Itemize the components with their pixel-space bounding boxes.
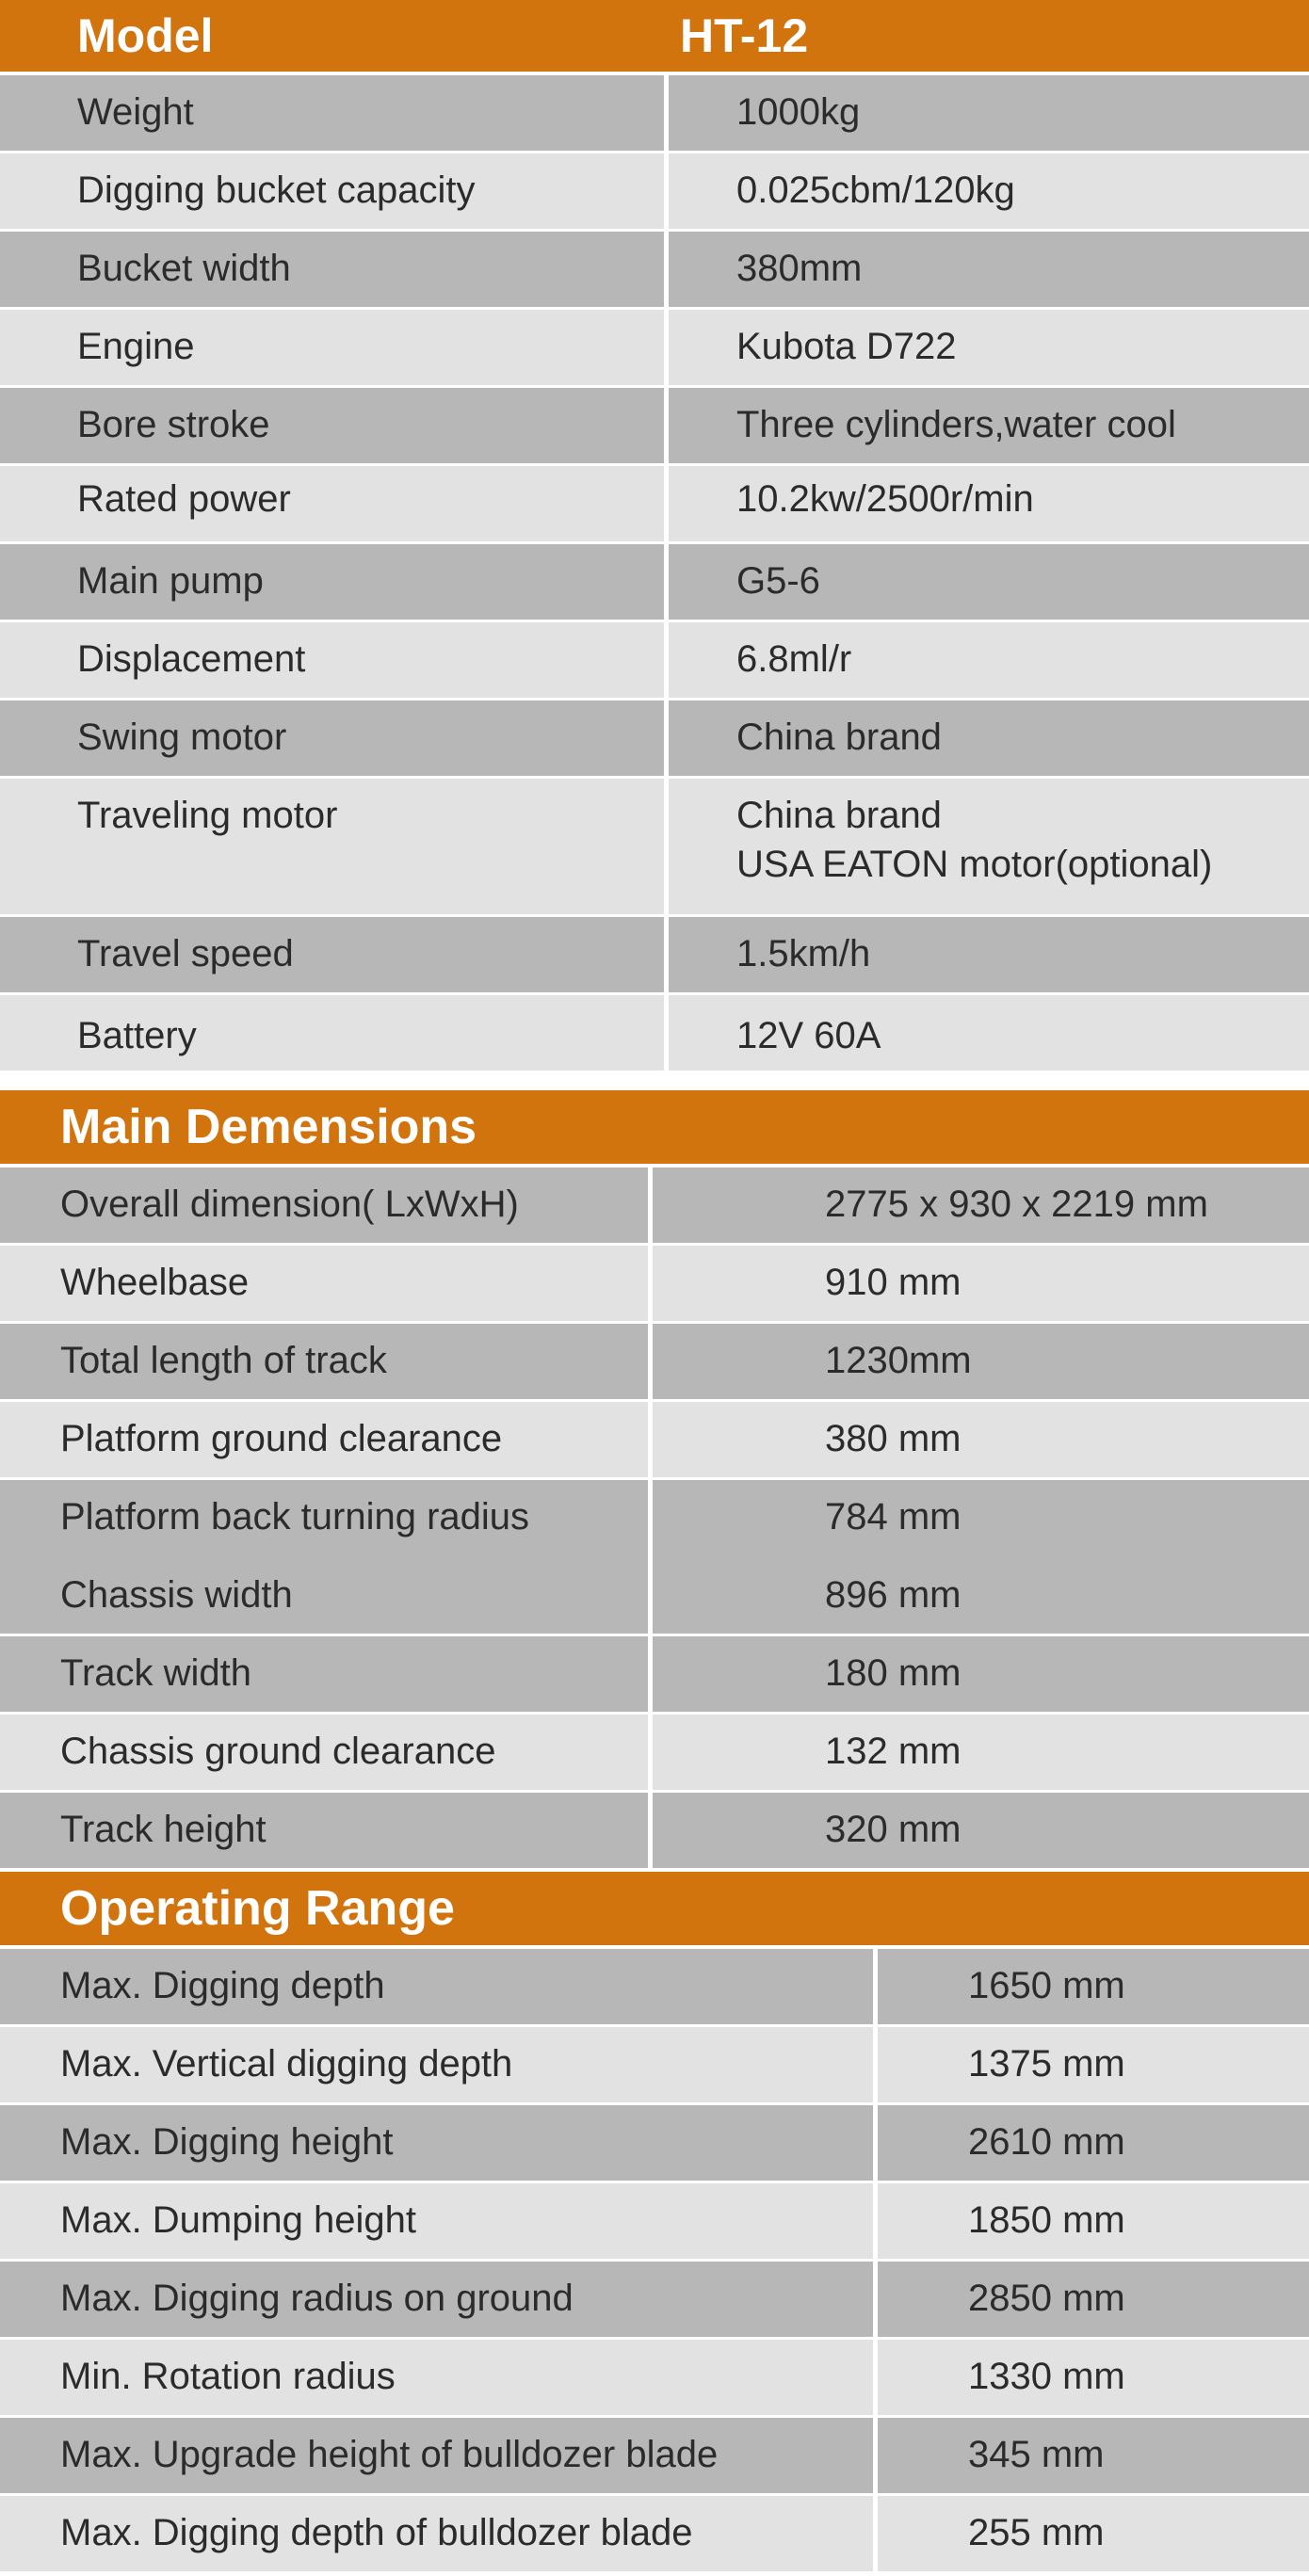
row-value: 1230mm <box>825 1340 972 1381</box>
row-label: Max. Vertical digging depth <box>60 2043 513 2085</box>
row-value: 1.5km/h <box>736 933 871 974</box>
column-divider <box>664 544 669 620</box>
row-value: 2775 x 930 x 2219 mm <box>825 1183 1208 1225</box>
row-value: 910 mm <box>825 1262 962 1303</box>
column-divider <box>664 917 669 992</box>
table-row <box>0 2183 1309 2259</box>
row-label: Traveling motor <box>77 795 338 836</box>
row-value-secondary: USA EATON motor(optional) <box>736 844 1213 885</box>
operating-header-band <box>0 1872 1309 1945</box>
row-value: Kubota D722 <box>736 326 957 367</box>
row-label: Track width <box>60 1652 252 1694</box>
table-row <box>0 1480 1309 1634</box>
row-value: 320 mm <box>825 1809 962 1850</box>
operating-title: Operating Range <box>60 1881 455 1936</box>
table-row <box>0 1715 1309 1790</box>
model-header-band <box>0 0 1309 72</box>
table-row <box>0 2418 1309 2493</box>
row-value: 6.8ml/r <box>736 638 852 680</box>
row-label: Track height <box>60 1809 267 1850</box>
row-value: 255 mm <box>968 2512 1105 2553</box>
row-value: 784 mm <box>825 1496 962 1538</box>
row-value: 12V 60A <box>736 1015 881 1056</box>
table-row <box>0 1246 1309 1321</box>
column-divider <box>664 779 669 914</box>
table-row <box>0 232 1309 307</box>
model-header-value: HT-12 <box>680 9 809 62</box>
row-label: Platform back turning radius <box>60 1496 530 1538</box>
row-value: 2850 mm <box>968 2278 1125 2319</box>
table-row <box>0 1402 1309 1477</box>
column-divider <box>648 1167 653 1243</box>
row-label: Max. Digging depth of bulldozer blade <box>60 2512 693 2553</box>
column-divider <box>648 1715 653 1790</box>
table-row <box>0 2262 1309 2337</box>
table-row <box>0 388 1309 463</box>
column-divider <box>664 995 669 1071</box>
column-divider <box>664 232 669 307</box>
row-label: Engine <box>77 326 195 367</box>
row-label: Bore stroke <box>77 404 270 445</box>
row-value: G5-6 <box>736 560 820 602</box>
row-label: Max. Digging height <box>60 2121 394 2163</box>
table-row <box>0 2340 1309 2415</box>
row-label: Travel speed <box>77 933 294 974</box>
column-divider <box>648 1246 653 1321</box>
table-row <box>0 2496 1309 2571</box>
table-row <box>0 622 1309 698</box>
row-label: Wheelbase <box>60 1262 250 1303</box>
row-label-secondary: Chassis width <box>60 1574 293 1616</box>
row-value-secondary: 896 mm <box>825 1574 962 1616</box>
column-divider <box>873 2262 878 2337</box>
row-label: Min. Rotation radius <box>60 2356 396 2397</box>
dimensions-title: Main Demensions <box>60 1100 477 1154</box>
column-divider <box>648 1480 653 1634</box>
table-row <box>0 466 1309 541</box>
row-value: 1850 mm <box>968 2199 1125 2241</box>
column-divider <box>648 1402 653 1477</box>
row-value: 1375 mm <box>968 2043 1125 2085</box>
row-label: Bucket width <box>77 248 291 289</box>
row-label: Overall dimension( LxWxH) <box>60 1183 519 1225</box>
row-value: Three cylinders,water cool <box>736 404 1176 445</box>
column-divider <box>664 153 669 229</box>
column-divider <box>664 310 669 385</box>
row-label: Digging bucket capacity <box>77 169 476 211</box>
row-label: Max. Digging depth <box>60 1965 385 2006</box>
row-value: 1000kg <box>736 91 861 133</box>
row-label: Swing motor <box>77 716 287 758</box>
row-value: 380mm <box>736 248 863 289</box>
row-label: Battery <box>77 1015 197 1056</box>
row-label: Platform ground clearance <box>60 1418 503 1459</box>
column-divider <box>873 1949 878 2024</box>
row-value: 2610 mm <box>968 2121 1125 2163</box>
table-row <box>0 995 1309 1071</box>
row-label: Max. Dumping height <box>60 2199 416 2241</box>
table-row <box>0 1167 1309 1243</box>
column-divider <box>664 622 669 698</box>
table-row <box>0 1324 1309 1399</box>
table-row <box>0 544 1309 620</box>
row-label: Total length of track <box>60 1340 387 1381</box>
row-value: 345 mm <box>968 2434 1105 2475</box>
table-row <box>0 310 1309 385</box>
row-label: Max. Upgrade height of bulldozer blade <box>60 2434 719 2475</box>
table-row <box>0 1793 1309 1868</box>
column-divider <box>873 2105 878 2181</box>
column-divider <box>873 2496 878 2571</box>
table-row <box>0 1949 1309 2024</box>
column-divider <box>648 1793 653 1868</box>
table-row <box>0 779 1309 914</box>
row-label: Rated power <box>77 478 291 520</box>
row-value: 380 mm <box>825 1418 962 1459</box>
row-value: 0.025cbm/120kg <box>736 169 1015 211</box>
row-value: China brand <box>736 795 942 836</box>
row-label: Main pump <box>77 560 264 602</box>
row-label: Displacement <box>77 638 306 680</box>
row-label: Max. Digging radius on ground <box>60 2278 574 2319</box>
column-divider <box>664 700 669 776</box>
column-divider <box>648 1636 653 1712</box>
row-value: China brand <box>736 716 942 758</box>
table-row <box>0 2027 1309 2102</box>
table-row <box>0 700 1309 776</box>
row-value: 10.2kw/2500r/min <box>736 478 1034 520</box>
column-divider <box>873 2418 878 2493</box>
row-label: Weight <box>77 91 194 133</box>
table-row <box>0 75 1309 151</box>
table-row <box>0 153 1309 229</box>
column-divider <box>873 2340 878 2415</box>
column-divider <box>873 2183 878 2259</box>
dimensions-header-band <box>0 1090 1309 1164</box>
row-value: 132 mm <box>825 1731 962 1772</box>
row-value: 1330 mm <box>968 2356 1125 2397</box>
row-label: Chassis ground clearance <box>60 1731 496 1772</box>
table-row <box>0 2105 1309 2181</box>
table-row <box>0 1636 1309 1712</box>
column-divider <box>664 75 669 151</box>
column-divider <box>664 466 669 541</box>
model-header-label: Model <box>77 9 214 62</box>
column-divider <box>664 388 669 463</box>
row-value: 180 mm <box>825 1652 962 1694</box>
column-divider <box>873 2027 878 2102</box>
column-divider <box>648 1324 653 1399</box>
row-value: 1650 mm <box>968 1965 1125 2006</box>
table-row <box>0 917 1309 992</box>
